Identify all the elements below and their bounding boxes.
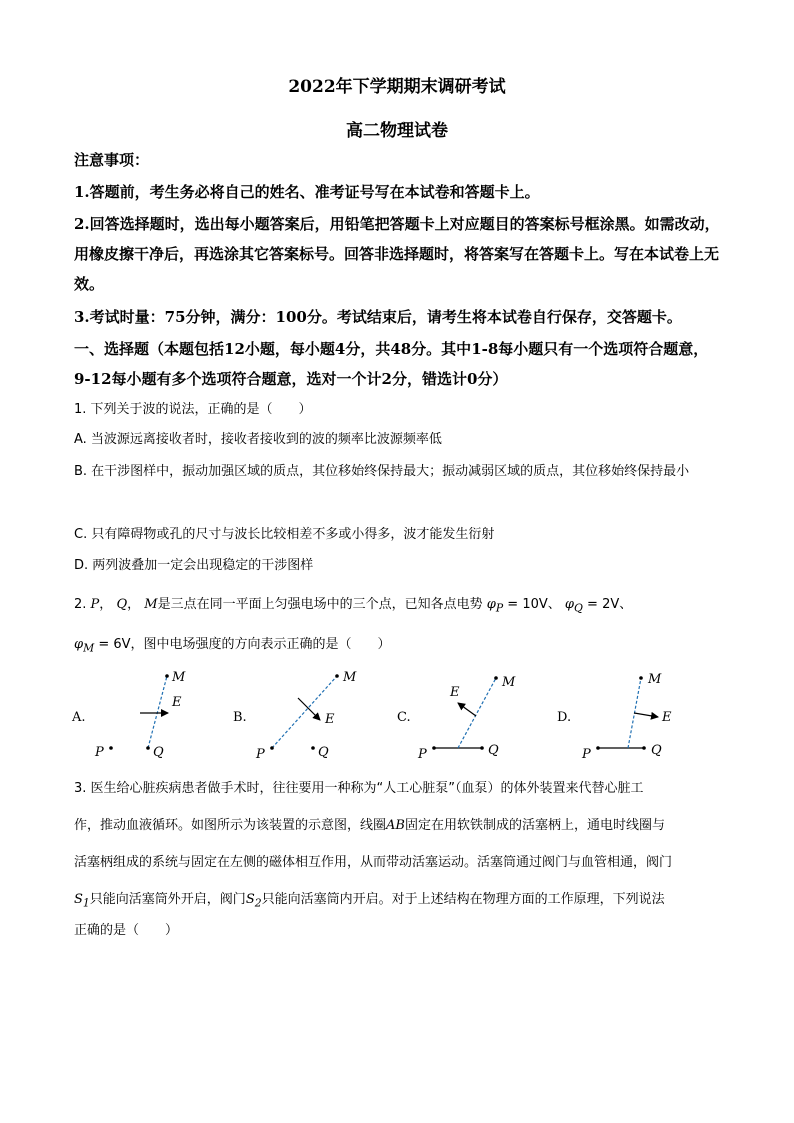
option-d-label: D. [557, 710, 572, 725]
field-arrow [298, 698, 320, 720]
point-q-label: Q [153, 745, 164, 760]
notice-item-2: 2.回答选择题时，选出每小题答案后，用铅笔把答题卡上对应题目的答案标号框涂黑。如需改动，用橡皮擦干净后，再选涂其它答案标号。回答非选择题时，将答案写在答题卡上。写在本试卷上无效。 [74, 215, 720, 293]
point-p [432, 746, 436, 750]
point-p [270, 746, 274, 750]
point-m-label: M [648, 672, 662, 687]
q2-separator: 、 [547, 597, 561, 612]
point-p-label: P [418, 747, 427, 762]
point-m-label: M [172, 670, 186, 685]
option-a-diagram[interactable] [71, 670, 186, 760]
point-q-label: Q [318, 745, 329, 760]
point-q-label: Q [116, 597, 128, 612]
point-p [596, 746, 600, 750]
option-d-diagram[interactable] [557, 672, 672, 762]
q3-line-1: 3. 医生给心脏疾病患者做手术时，往往要用一种称为“人工心脏泵”（血泵）的体外装置来代替心脏工 [74, 781, 644, 796]
q3-line-2 [74, 807, 665, 844]
point-q [311, 746, 315, 750]
point-p [109, 746, 113, 750]
option-c-label: C. [397, 710, 411, 725]
point-p-label: P [256, 747, 265, 762]
point-q [480, 746, 484, 750]
field-e-label: E [325, 712, 335, 727]
q2-number: 2. [74, 597, 87, 612]
notice-item-3: 3.考试时量：75分钟，满分：100分。考试结束后，请考生将本试卷自行保存，交答题卡。 [74, 308, 682, 326]
option-b-label: B. [233, 710, 247, 725]
q1-option-c: C. 只有障碍物或孔的尺寸与波长比较相差不多或小得多，波才能发生衍射 [74, 527, 495, 542]
section-1-heading: 一、选择题（本题包括12小题，每小题4分，共48分。其中1-8每小题只有一个选项符合题意，9-12每小题有多个选项符合题意，选对一个计2分，错选计0分） [74, 340, 709, 388]
option-c-diagram[interactable] [397, 675, 516, 762]
phi-p-symbol: $\varphi_P$ [486, 597, 504, 615]
point-q-label: Q [651, 743, 662, 758]
q3-text: 作，推动血液循环。如图所示为该装置的示意图，线圈 [74, 818, 387, 833]
point-q [642, 746, 646, 750]
dashed-equipotential-line [458, 678, 496, 748]
coil-ab-label: AB [386, 818, 405, 833]
point-m [165, 674, 169, 678]
field-arrow [458, 703, 476, 716]
field-e-label: E [662, 710, 672, 725]
q1-option-d: D. 两列波叠加一定会出现稳定的干涉图样 [74, 558, 314, 573]
valve-s1-label: $S_1$ [74, 892, 90, 910]
dashed-equipotential-line [148, 676, 167, 748]
phi-q-value: = 2V [582, 597, 620, 612]
point-q-label: Q [488, 743, 499, 758]
exam-subtitle: 高二物理试卷 [346, 121, 448, 141]
point-q [146, 746, 150, 750]
field-e-label: E [450, 685, 460, 700]
point-m-label: M [502, 675, 516, 690]
phi-m-symbol: $\varphi_M$ [74, 637, 95, 655]
q2-stem-line-2 [74, 630, 391, 664]
notice-item-1: 1.答题前，考生务必将自己的姓名、准考证号写在本试卷和答题卡上。 [74, 183, 540, 201]
phi-m-value: = 6V [94, 637, 131, 652]
valve-s2-label: $S_2$ [245, 892, 262, 910]
point-m [335, 674, 339, 678]
field-e-label: E [172, 695, 182, 710]
q2-comma: ， [127, 597, 141, 612]
q3-line-3: 活塞柄组成的系统与固定在左侧的磁体相互作用，从而带动活塞运动。活塞筒通过阀门与血管相通，阀门 [74, 855, 673, 870]
point-p-label: P [90, 597, 100, 612]
q2-stem-end: ，图中电场强度的方向表示正确的是（ ） [130, 637, 391, 652]
phi-p-value: = 10V [503, 597, 548, 612]
q2-stem-line-1 [74, 590, 632, 624]
q3-text: 固定在用软铁制成的活塞柄上，通电时线圈与 [404, 818, 665, 833]
q2-comma: ， [99, 597, 113, 612]
point-m [494, 676, 498, 680]
q3-line-5: 正确的是（ ） [74, 923, 179, 938]
q3-text: 只能向活塞筒内开启。对于上述结构在物理方面的工作原理，下列说法 [261, 892, 665, 907]
notice-heading: 注意事项： [74, 151, 150, 169]
q2-diagram-set [0, 660, 794, 770]
point-p-label: P [582, 747, 591, 762]
q3-text: 只能向活塞筒外开启，阀门 [89, 892, 246, 907]
point-m-label: M [343, 670, 357, 685]
q1-stem: 1. 下列关于波的说法，正确的是（ ） [74, 402, 312, 417]
phi-q-symbol: $\varphi_Q$ [564, 597, 583, 615]
exam-title: 2022年下学期期末调研考试 [288, 77, 506, 97]
q1-option-a: A. 当波源远离接收者时，接收者接收到的波的频率比波源频率低 [74, 432, 442, 447]
option-a-label: A. [72, 710, 86, 725]
option-b-diagram[interactable] [233, 670, 357, 762]
point-p-label: P [95, 745, 104, 760]
point-m [639, 676, 643, 680]
q2-stem-mid: 是三点在同一平面上匀强电场中的三个点，已知各点电势 [157, 597, 483, 612]
field-arrow [634, 713, 658, 717]
q1-option-b: B. 在干涉图样中，振动加强区域的质点，其位移始终保持最大；振动减弱区域的质点，其位移始终保持最小 [74, 464, 690, 479]
q2-separator: 、 [619, 597, 633, 612]
point-m-label: M [144, 597, 158, 612]
